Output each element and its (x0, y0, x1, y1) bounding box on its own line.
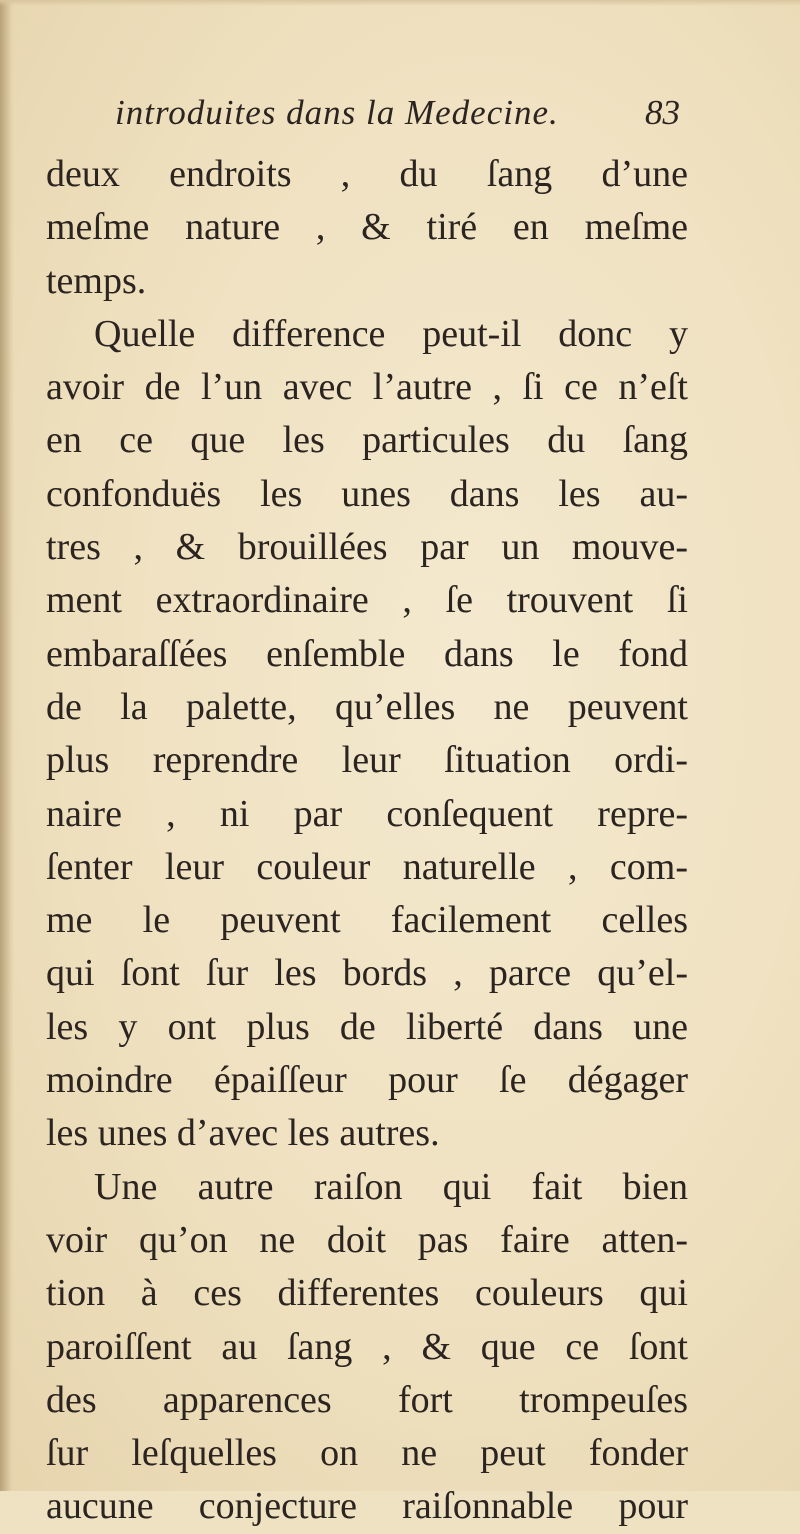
text-line: confonduës les unes dans les au- (46, 472, 688, 515)
text-line: de la palette, qu’elles ne peuvent (46, 685, 688, 728)
text-line: tion à ces differentes couleurs qui (46, 1272, 688, 1315)
text-line: qui ſont ſur les bords , parce qu’el- (46, 952, 688, 995)
text-line: tres , & brouillées par un mouve- (46, 526, 688, 569)
page-header (115, 88, 690, 148)
page-number: 83 (645, 93, 680, 132)
text-line: naire , ni par conſequent repre- (46, 792, 688, 835)
text-line: les y ont plus de liberté dans une (46, 1005, 688, 1048)
page-top-edge (0, 0, 800, 6)
text-line: paroiſſent au ſang , & que ce ſont (46, 1325, 688, 1368)
text-line: ſenter leur couleur naturelle , com- (46, 845, 688, 888)
text-line: avoir de l’un avec l’autre , ſi ce n’eſt (46, 366, 688, 409)
text-line: ment extraordinaire , ſe trouvent ſi (46, 579, 688, 622)
paragraph-start-line: Quelle difference peut-il donc y (94, 312, 688, 355)
text-line: en ce que les particules du ſang (46, 419, 688, 462)
page-gutter-shadow (0, 0, 14, 1491)
text-line: les unes d’avec les autres. (46, 1112, 440, 1155)
text-line: moindre épaiſſeur pour ſe dégager (46, 1059, 688, 1102)
text-line: aucune conjecture raiſonnable pour (46, 1485, 688, 1528)
text-line: des apparences fort trompeuſes (46, 1378, 688, 1421)
text-line: voir qu’on ne doit pas faire atten- (46, 1218, 688, 1261)
text-line: me le peuvent facilement celles (46, 899, 688, 942)
text-line: meſme nature , & tiré en meſme (46, 206, 688, 249)
page-body-text (46, 148, 688, 1534)
text-line: temps. (46, 259, 147, 302)
text-line: deux endroits , du ſang d’une (46, 153, 688, 195)
paragraph-start-line: Une autre raiſon qui fait bien (94, 1165, 688, 1208)
text-line: plus reprendre leur ſituation ordi- (46, 739, 688, 782)
text-line: embaraſſées enſemble dans le fond (46, 632, 688, 675)
text-line: ſur leſquelles on ne peut fonder (46, 1432, 688, 1475)
running-title: introduites dans la Medecine. (115, 93, 559, 132)
